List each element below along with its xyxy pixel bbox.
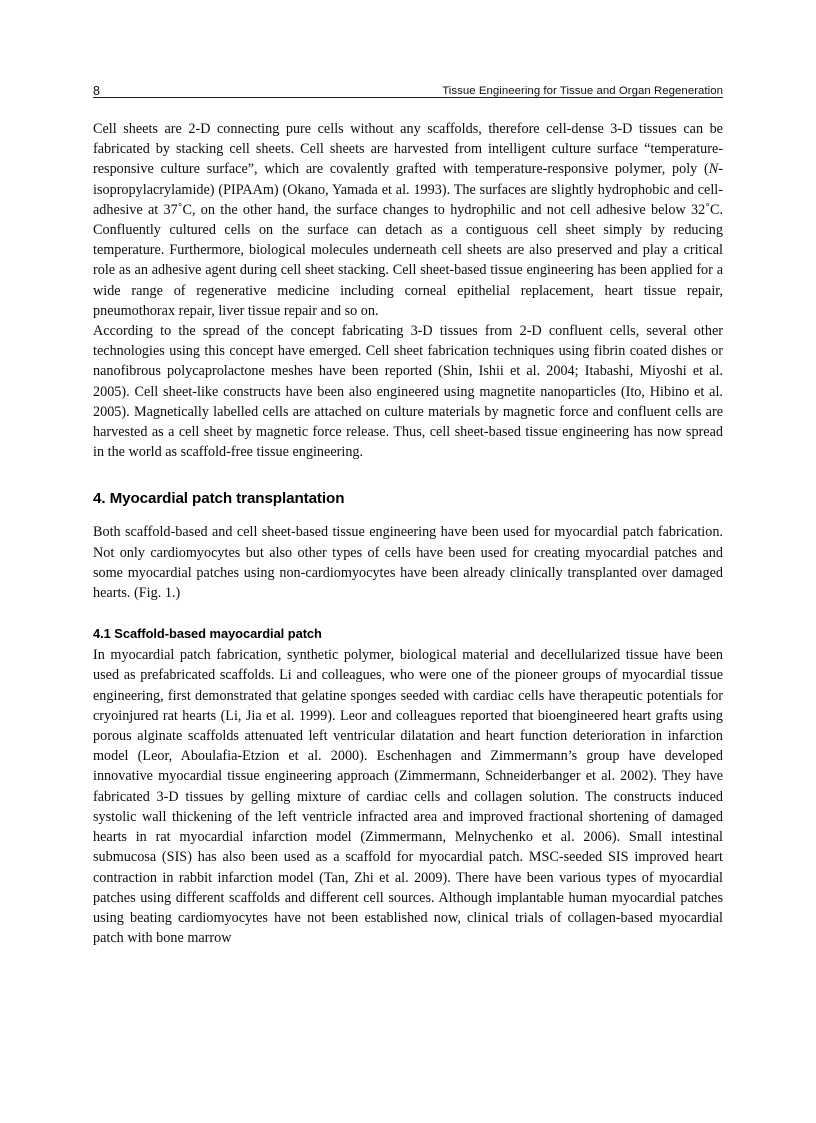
italic-n: N [708,161,719,178]
sub-heading-4-1: 4.1 Scaffold-based mayocardial patch [93,626,322,642]
paragraph-myocardial-patch: Both scaffold-based and cell sheet-based tissue engineering have been used for myocardial patch fabrication. Not only cardiomyocytes but also other types of cells have been used for creating myocardial patches and some myocardial patches using non-cardiomyocytes have been already clinically transplanted over damaged hearts. (Fig. 1.) [93,524,723,602]
page-number: 8 [93,84,101,98]
paragraph-scaffold-based: In myocardial patch fabrication, synthetic polymer, biological material and decellularized tissue have been used as prefabricated scaffolds. Li and colleagues, who were one of the pioneer groups of myocardial tissue engineering, first demonstrated that gelatine sponges seeded with cardiac cells have therapeutic potentials for cryoinjured rat hearts (Li, Jia et al. 1999). Leor and colleagues reported that bioengineered heart grafts using porous alginate scaffolds attenuated left ventricular dilatation and heart function deterioration in infarction model (Leor, Aboulafia-Etzion et al. 2000). Eschenhagen and Zimmermann’s group have developed innovative myocardial tissue engineering approach (Zimmermann, Schneiderbanger et al. 2002). They have fabricated 3-D tissues by gelling mixture of cardiac cells and collagen solution. The constructs induced systolic wall thickening of the left ventricle infracted area and improved fractional shortening of damaged hearts in rat myocardial infarction model (Zimmermann, Melnychenko et al. 2006). Small intestinal submucosa (SIS) has also been used as a scaffold for myocardial patch. MSC-seeded SIS improved heart contraction in rabbit infarction model (Tan, Zhi et al. 2009). There have been various types of myocardial patches using different scaffolds and different cell sources. Although implantable human myocardial patches using beating cardiomyocytes have not been established now, clinical trials of collagen-based myocardial patch with bone marrow [93,647,723,947]
running-head [93,76,723,98]
text-column [93,119,723,948]
section-heading-4: 4. Myocardial patch transplantation [93,490,345,508]
paragraph-3d-tissues: According to the spread of the concept fabricating 3-D tissues from 2-D confluent cells, several other technologies using this concept have emerged. Cell sheet fabrication techniques using fibrin coated dishes or nanofibrous polycaprolactone meshes have been reported (Shin, Ishii et al. 2004; Itabashi, Miyoshi et al. 2005). Cell sheet-like constructs have been also engineered using magnetite nanoparticles (Ito, Hibino et al. 2005). Magnetically labelled cells are attached on culture materials by magnetic force and confluent cells are harvested as a cell sheet by magnetic force release. Thus, cell sheet-based tissue engineering has now spread in the world as scaffold-free tissue engineering. [93,323,723,461]
running-title: Tissue Engineering for Tissue and Organ Regeneration [442,85,723,97]
paragraph-text-part-2: -isopropylacrylamide) (PIPAAm) (Okano, Yamada et al. 1993). The surfaces are slightly hydrophobic and cell-adhesive at 37˚C, on the other hand, the surface changes to hydrophilic and not cell adhesive below 32˚C. Confluently cultured cells on the surface can detach as a contiguous cell sheet simply by reducing temperature. Furthermore, biological molecules underneath cell sheets are also preserved and play a critical role as an adhesive agent during cell sheet stacking. Cell sheet-based tissue engineering has been applied for a wide range of regenerative medicine including corneal epithelial replacement, heart tissue repair, pneumothorax repair, liver tissue repair and so on. [93,161,723,319]
spacer-before-section [93,462,723,489]
spacer-after-section [93,509,723,522]
paragraph-text-part-1: Cell sheets are 2-D connecting pure cells without any scaffolds, therefore cell-dense 3-D tissues can be fabricated by stacking cell sheets. Cell sheets are harvested from intelligent culture surface “temperature-responsive culture surface”, which are covalently grafted with temperature-responsive polymer, poly ( [93,121,723,178]
spacer-before-subheading [93,603,723,625]
paragraph-cell-sheets [93,119,723,321]
header-rule [93,97,723,98]
